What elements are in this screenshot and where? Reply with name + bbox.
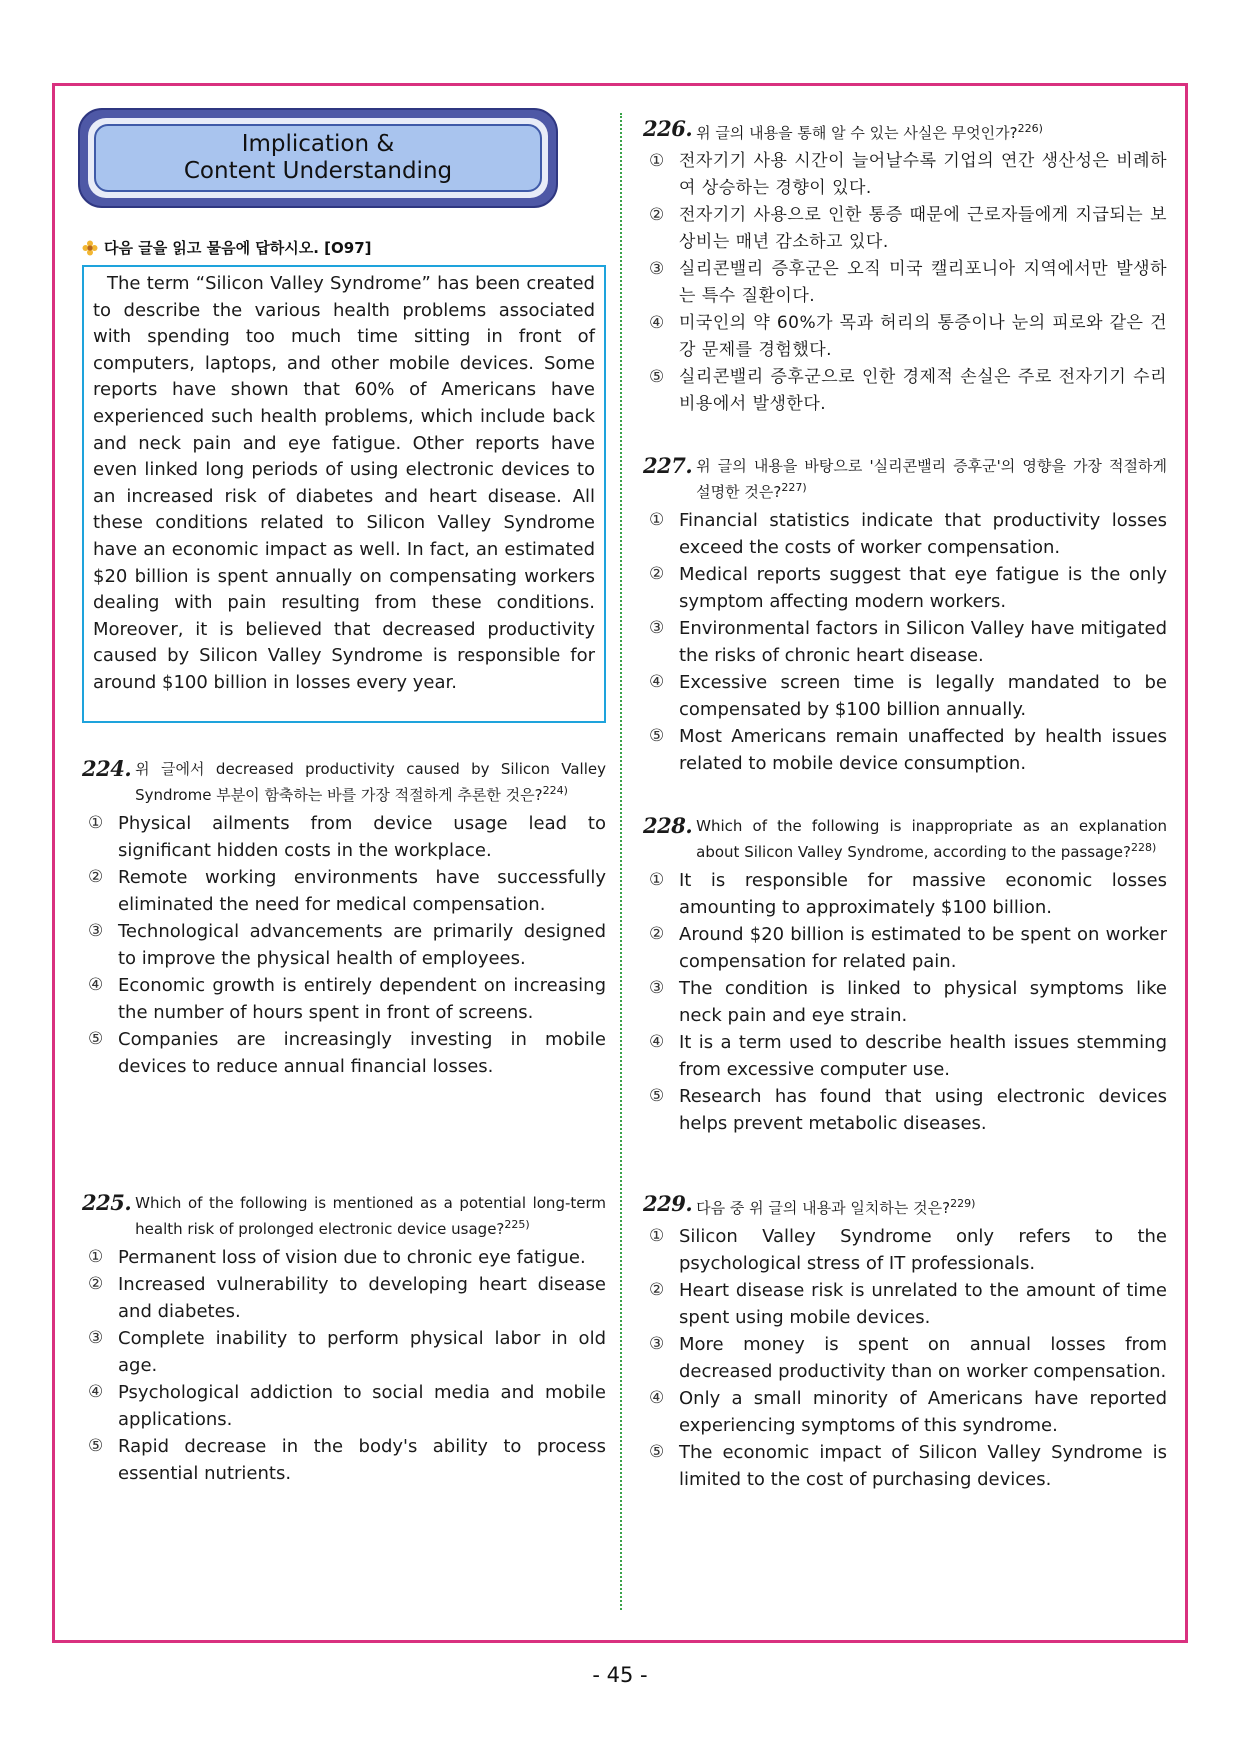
option-mark: ③ — [649, 618, 665, 638]
option-text: Complete inability to perform physical labor in old age. — [118, 1328, 606, 1376]
option-5[interactable] — [82, 1026, 606, 1080]
option-2[interactable] — [82, 864, 606, 918]
option-mark: ② — [649, 924, 665, 944]
option-1[interactable] — [643, 867, 1167, 921]
option-2[interactable] — [643, 1277, 1167, 1331]
question-227 — [643, 455, 1167, 777]
option-list — [82, 1244, 606, 1487]
option-5[interactable] — [643, 1439, 1167, 1493]
option-5[interactable] — [82, 1433, 606, 1487]
option-1[interactable] — [643, 1223, 1167, 1277]
option-text: The economic impact of Silicon Valley Syndrome is limited to the cost of purchasing devices. — [679, 1442, 1167, 1490]
option-3[interactable] — [643, 975, 1167, 1029]
option-mark: ⑤ — [649, 1086, 665, 1106]
option-1[interactable] — [82, 810, 606, 864]
option-5[interactable] — [643, 1083, 1167, 1137]
question-228 — [643, 815, 1167, 1137]
option-mark: ④ — [649, 1388, 665, 1408]
question-number: 225. — [82, 1190, 132, 1215]
question-stem: 위 글에서 decreased productivity caused by Silicon Valley Syndrome 부분이 함축하는 바를 가장 적절하게 추론한 것은? — [135, 760, 606, 804]
question-225 — [82, 1192, 606, 1487]
option-text: Medical reports suggest that eye fatigue is the only symptom affecting modern workers. — [679, 564, 1167, 612]
question-226 — [643, 118, 1167, 418]
option-4[interactable] — [82, 972, 606, 1026]
option-1[interactable] — [82, 1244, 606, 1271]
option-text: 미국인의 약 60%가 목과 허리의 통증이나 눈의 피로와 같은 건강 문제를 경험했다. — [679, 313, 1167, 360]
option-list — [643, 507, 1167, 777]
section-title-line2: Content Understanding — [183, 158, 453, 184]
option-4[interactable] — [82, 1379, 606, 1433]
option-text: Permanent loss of vision due to chronic eye fatigue. — [118, 1247, 586, 1268]
option-2[interactable] — [643, 561, 1167, 615]
option-text: It is a term used to describe health issues stemming from excessive computer use. — [679, 1032, 1167, 1080]
question-stem: Which of the following is mentioned as a potential long-term health risk of prolonged electronic device usage? — [135, 1194, 606, 1238]
option-text: Around $20 billion is estimated to be spent on worker compensation for related pain. — [679, 924, 1167, 972]
option-4[interactable] — [643, 669, 1167, 723]
option-1[interactable] — [643, 148, 1167, 202]
option-mark: ① — [649, 870, 665, 890]
option-3[interactable] — [643, 615, 1167, 669]
option-mark: ② — [649, 205, 665, 225]
option-text: Physical ailments from device usage lead to significant hidden costs in the workplace. — [118, 813, 606, 861]
page-number: - 45 - — [592, 1663, 648, 1687]
option-text: Increased vulnerability to developing heart disease and diabetes. — [118, 1274, 606, 1322]
option-text: 전자기기 사용으로 인한 통증 때문에 근로자들에게 지급되는 보상비는 매년 감소하고 있다. — [679, 205, 1167, 252]
question-number: 224. — [82, 756, 132, 781]
option-mark: ① — [88, 1247, 104, 1267]
option-mark: ③ — [88, 1328, 104, 1348]
option-list — [643, 867, 1167, 1137]
option-text: Environmental factors in Silicon Valley have mitigated the risks of chronic heart disease. — [679, 618, 1167, 666]
option-text: 실리콘밸리 증후군은 오직 미국 캘리포니아 지역에서만 발생하는 특수 질환이다. — [679, 259, 1167, 306]
option-mark: ⑤ — [649, 1442, 665, 1462]
option-mark: ③ — [88, 921, 104, 941]
question-ref: 224) — [542, 784, 568, 797]
option-mark: ⑤ — [649, 367, 665, 387]
option-text: Economic growth is entirely dependent on increasing the number of hours spent in front of screens. — [118, 975, 606, 1023]
passage-text: The term “Silicon Valley Syndrome” has been created to describe the various health problems associated with spending too much time sitting in front of computers, laptops, and other mobile devices. Some reports have shown that 60% of Americans have experienced such health problems, which include back and neck pain and eye fatigue. Other reports have even linked long periods of using electronic devices to an increased risk of diabetes and heart disease. All these conditions related to Silicon Valley Syndrome have an economic impact as well. In fact, an estimated $20 billion is spent annually on compensating workers dealing with pain resulting from these conditions. Moreover, it is believed that decreased productivity caused by Silicon Valley Syndrome is responsible for around $100 billion in losses every year. — [93, 273, 595, 693]
instruction-text: 다음 글을 읽고 물음에 답하시오. [O97] — [104, 239, 372, 257]
option-mark: ④ — [649, 1032, 665, 1052]
option-text: Excessive screen time is legally mandated to be compensated by $100 billion annually. — [679, 672, 1167, 720]
question-ref: 228) — [1130, 841, 1157, 854]
question-stem: 위 글의 내용을 통해 알 수 있는 사실은 무엇인가? — [696, 124, 1018, 142]
option-5[interactable] — [643, 364, 1167, 418]
option-list — [643, 148, 1167, 418]
option-3[interactable] — [82, 1325, 606, 1379]
option-list — [82, 810, 606, 1080]
question-229 — [643, 1193, 1167, 1493]
option-mark: ⑤ — [88, 1029, 104, 1049]
option-mark: ① — [649, 151, 665, 171]
option-mark: ③ — [649, 1334, 665, 1354]
option-mark: ④ — [649, 672, 665, 692]
option-text: More money is spent on annual losses from decreased productivity than on worker compensation. — [679, 1334, 1167, 1382]
option-mark: ① — [649, 1226, 665, 1246]
option-mark: ⑤ — [649, 726, 665, 746]
option-mark: ① — [649, 510, 665, 530]
option-text: Silicon Valley Syndrome only refers to the psychological stress of IT professionals. — [679, 1226, 1167, 1274]
option-4[interactable] — [643, 310, 1167, 364]
question-stem: Which of the following is inappropriate as an explanation about Silicon Valley Syndrome, according to the passage? — [696, 817, 1167, 861]
option-4[interactable] — [643, 1385, 1167, 1439]
question-ref: 226) — [1017, 122, 1043, 135]
option-mark: ④ — [88, 1382, 104, 1402]
question-number: 226. — [643, 116, 693, 141]
option-2[interactable] — [643, 921, 1167, 975]
question-ref: 227) — [781, 481, 807, 494]
option-mark: ④ — [649, 313, 665, 333]
option-3[interactable] — [643, 1331, 1167, 1385]
option-text: 전자기기 사용 시간이 늘어날수록 기업의 연간 생산성은 비례하여 상승하는 경향이 있다. — [679, 151, 1167, 198]
option-text: Psychological addiction to social media and mobile applications. — [118, 1382, 606, 1430]
option-list — [643, 1223, 1167, 1493]
question-ref: 225) — [504, 1218, 530, 1231]
option-1[interactable] — [643, 507, 1167, 561]
question-stem: 위 글의 내용을 바탕으로 '실리콘밸리 증후군'의 영향을 가장 적절하게 설명한 것은? — [696, 457, 1167, 501]
option-text: Remote working environments have successfully eliminated the need for medical compensation. — [118, 867, 606, 915]
option-3[interactable] — [643, 256, 1167, 310]
option-5[interactable] — [643, 723, 1167, 777]
option-mark: ② — [88, 1274, 104, 1294]
option-text: It is responsible for massive economic losses amounting to approximately $100 billion. — [679, 870, 1167, 918]
option-text: The condition is linked to physical symptoms like neck pain and eye strain. — [679, 978, 1167, 1026]
question-number: 227. — [643, 453, 693, 478]
option-mark: ⑤ — [88, 1436, 104, 1456]
question-number: 229. — [643, 1191, 693, 1216]
option-mark: ② — [649, 564, 665, 584]
question-stem: 다음 중 위 글의 내용과 일치하는 것은? — [696, 1199, 951, 1217]
option-text: Technological advancements are primarily designed to improve the physical health of employees. — [118, 921, 606, 969]
option-text: Financial statistics indicate that productivity losses exceed the costs of worker compensation. — [679, 510, 1167, 558]
instruction — [82, 237, 372, 258]
option-text: 실리콘밸리 증후군으로 인한 경제적 손실은 주로 전자기기 수리 비용에서 발생한다. — [679, 367, 1167, 414]
question-ref: 229) — [950, 1197, 976, 1210]
option-4[interactable] — [643, 1029, 1167, 1083]
option-mark: ① — [88, 813, 104, 833]
option-3[interactable] — [82, 918, 606, 972]
reading-passage — [82, 265, 606, 723]
option-mark: ③ — [649, 259, 665, 279]
option-text: Only a small minority of Americans have reported experiencing symptoms of this syndrome. — [679, 1388, 1167, 1436]
question-number: 228. — [643, 813, 693, 838]
option-mark: ③ — [649, 978, 665, 998]
option-text: Most Americans remain unaffected by health issues related to mobile device consumption. — [679, 726, 1167, 774]
section-title-badge — [78, 108, 558, 208]
section-title-line1: Implication & — [241, 131, 395, 157]
option-text: Research has found that using electronic devices helps prevent metabolic diseases. — [679, 1086, 1167, 1134]
option-text: Heart disease risk is unrelated to the amount of time spent using mobile devices. — [679, 1280, 1167, 1328]
option-mark: ② — [649, 1280, 665, 1300]
column-divider — [620, 113, 622, 1610]
flower-icon — [82, 240, 98, 256]
option-text: Rapid decrease in the body's ability to process essential nutrients. — [118, 1436, 606, 1484]
option-2[interactable] — [82, 1271, 606, 1325]
option-mark: ② — [88, 867, 104, 887]
option-mark: ④ — [88, 975, 104, 995]
option-2[interactable] — [643, 202, 1167, 256]
question-224 — [82, 758, 606, 1080]
option-text: Companies are increasingly investing in mobile devices to reduce annual financial losses. — [118, 1029, 606, 1077]
